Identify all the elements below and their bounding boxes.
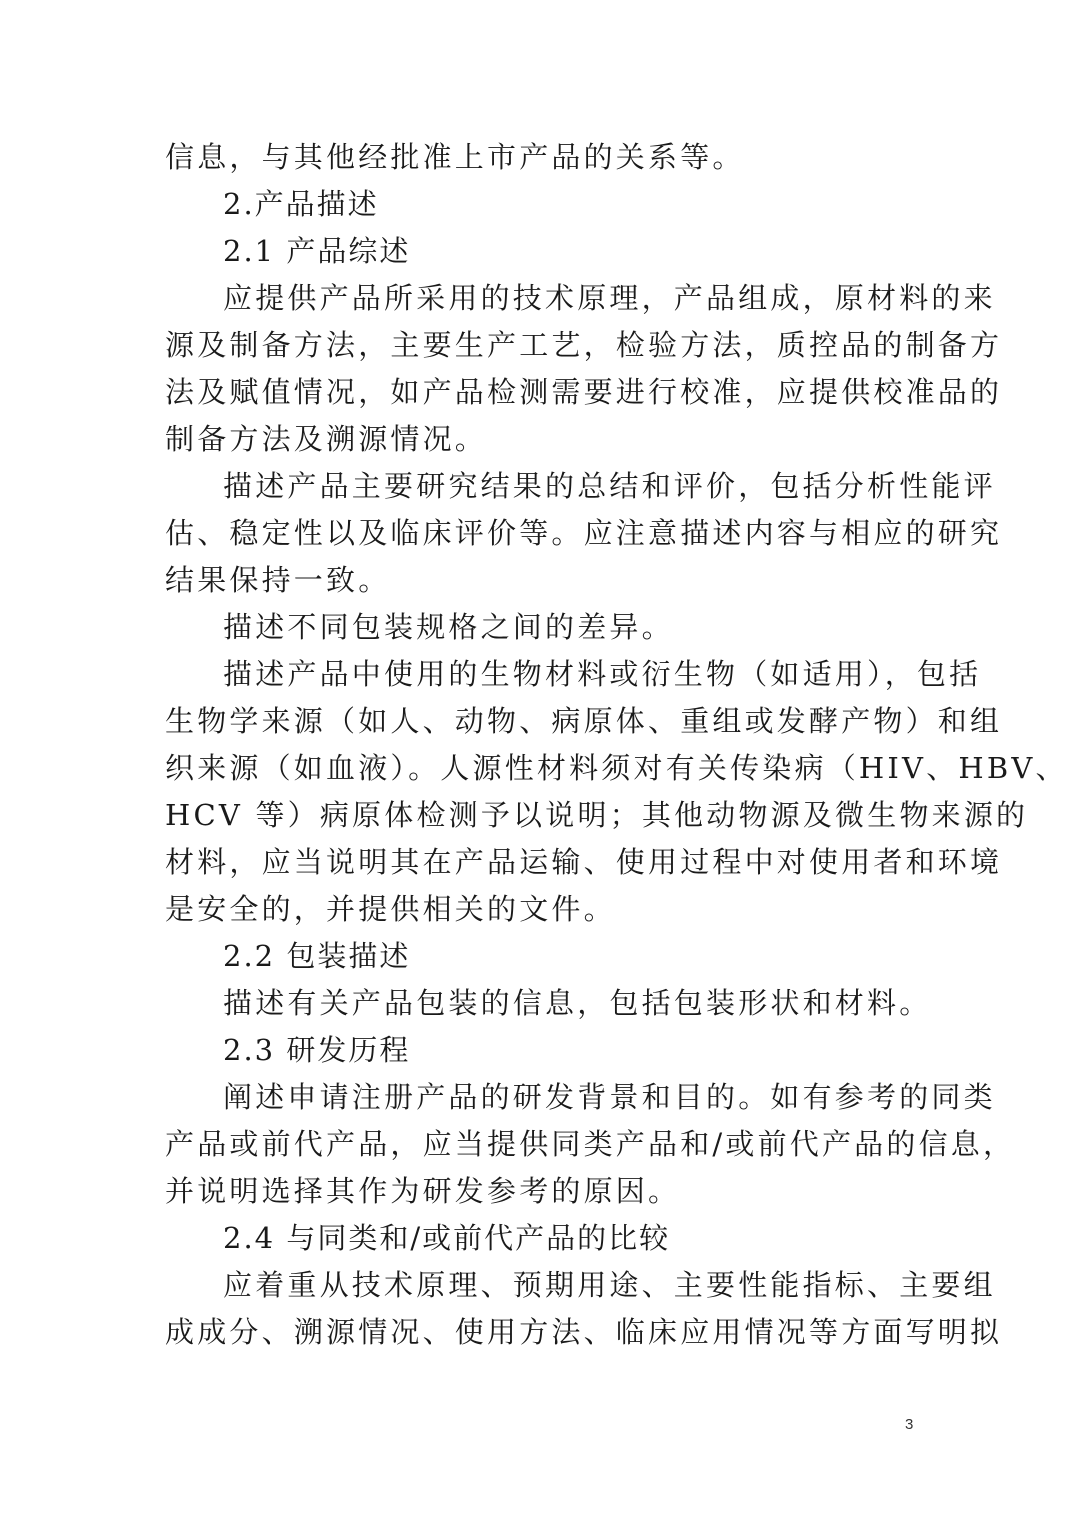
section-heading: 2.产品描述 xyxy=(223,187,379,221)
text-line: 制备方法及溯源情况。 xyxy=(165,422,488,456)
text-line: 产品或前代产品，应当提供同类产品和/或前代产品的信息， xyxy=(165,1127,1016,1161)
text-line: 应提供产品所采用的技术原理，产品组成，原材料的来 xyxy=(223,281,996,315)
text-line: 织来源（如血液）。人源性材料须对有关传染病（HIV、HBV、 xyxy=(165,751,1068,785)
subsection-heading: 2.2 包装描述 xyxy=(223,939,411,973)
text-line: 描述产品主要研究结果的总结和评价，包括分析性能评 xyxy=(223,469,996,503)
text-line: HCV 等）病原体检测予以说明；其他动物源及微生物来源的 xyxy=(165,798,1029,832)
text-line: 材料，应当说明其在产品运输、使用过程中对使用者和环境 xyxy=(165,845,1003,879)
text-line: 并说明选择其作为研发参考的原因。 xyxy=(165,1174,681,1208)
text-line: 阐述申请注册产品的研发背景和目的。如有参考的同类 xyxy=(223,1080,996,1114)
text-line: 描述不同包装规格之间的差异。 xyxy=(223,610,674,644)
text-line: 成成分、溯源情况、使用方法、临床应用情况等方面写明拟 xyxy=(165,1315,1003,1349)
text-line: 生物学来源（如人、动物、病原体、重组或发酵产物）和组 xyxy=(165,704,1003,738)
text-line: 结果保持一致。 xyxy=(165,563,391,597)
document-body xyxy=(165,134,1068,1356)
subsection-heading: 2.4 与同类和/或前代产品的比较 xyxy=(223,1221,671,1255)
text-line: 描述有关产品包装的信息，包括包装形状和材料。 xyxy=(223,986,932,1020)
text-line: 估、稳定性以及临床评价等。应注意描述内容与相应的研究 xyxy=(165,516,1003,550)
text-line: 是安全的，并提供相关的文件。 xyxy=(165,892,616,926)
subsection-heading: 2.1 产品综述 xyxy=(223,234,411,268)
text-line: 应着重从技术原理、预期用途、主要性能指标、主要组 xyxy=(223,1268,996,1302)
text-line: 描述产品中使用的生物材料或衍生物（如适用），包括 xyxy=(223,657,982,691)
text-line: 法及赋值情况，如产品检测需要进行校准，应提供校准品的 xyxy=(165,375,1003,409)
subsection-heading: 2.3 研发历程 xyxy=(223,1033,411,1067)
page-number: 3 xyxy=(905,1416,914,1433)
text-line: 源及制备方法，主要生产工艺，检验方法，质控品的制备方 xyxy=(165,328,1003,362)
text-line: 信息，与其他经批准上市产品的关系等。 xyxy=(165,140,745,174)
